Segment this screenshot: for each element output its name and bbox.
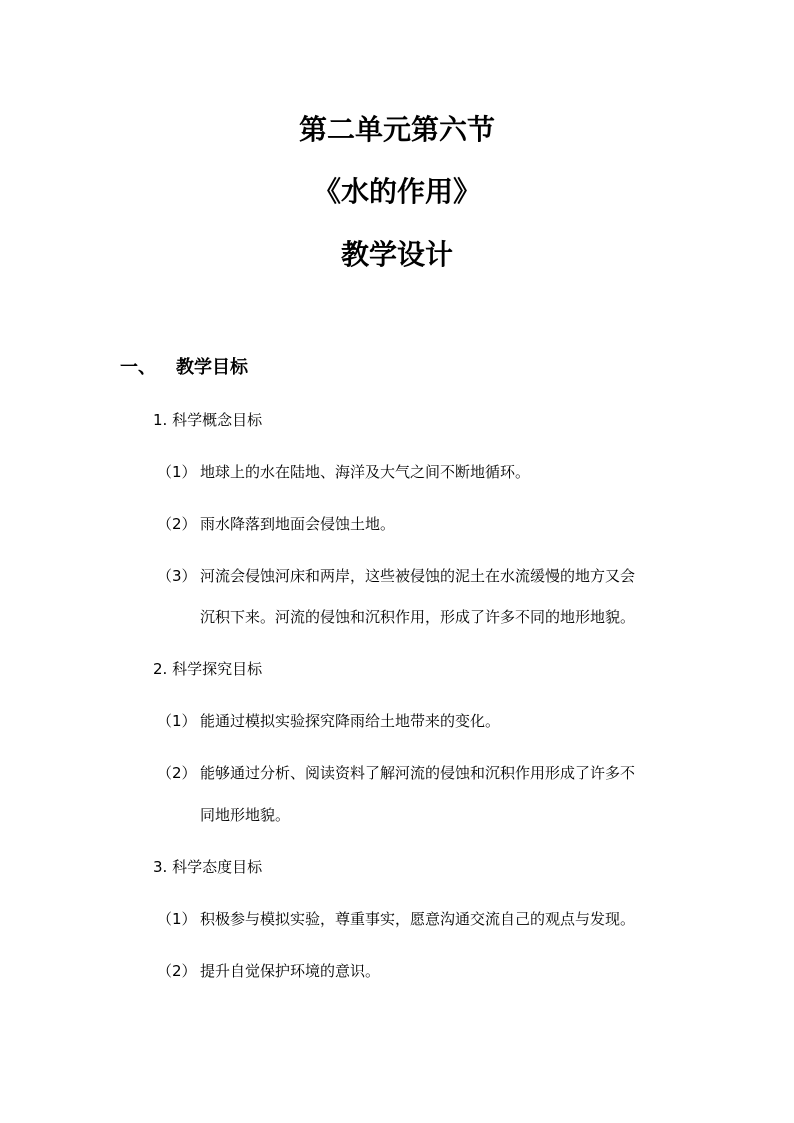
item-text: 能通过模拟实验探究降雨给土地带来的变化。 <box>200 712 501 730</box>
list-item <box>157 566 635 586</box>
subsection-concept-goals: 1. 科学概念目标 <box>153 411 263 429</box>
title-line-3: 教学设计 <box>340 238 453 271</box>
item-text: 河流会侵蚀河床和两岸，这些被侵蚀的泥土在水流缓慢的地方又会 <box>200 567 636 585</box>
item-text: 积极参与模拟实验，尊重事实，愿意沟通交流自己的观点与发现。 <box>200 910 636 928</box>
subsection-inquiry-goals: 2. 科学探究目标 <box>153 660 263 678</box>
section-title: 教学目标 <box>176 357 248 378</box>
item-marker: （1） <box>157 463 197 481</box>
item-text: 提升自觉保护环境的意识。 <box>200 962 381 980</box>
list-item <box>157 961 380 981</box>
subsection-attitude-goals: 3. 科学态度目标 <box>153 858 263 876</box>
item-marker: （1） <box>157 712 197 730</box>
item-marker: （1） <box>157 910 197 928</box>
title-line-1: 第二单元第六节 <box>298 113 495 146</box>
list-item <box>157 711 500 731</box>
list-item <box>157 763 635 783</box>
section-heading <box>120 356 248 380</box>
item-text: 能够通过分析、阅读资料了解河流的侵蚀和沉积作用形成了许多不 <box>200 764 636 782</box>
item-text-continued: 同地形地貌。 <box>200 806 291 824</box>
item-marker: （2） <box>157 515 197 533</box>
item-text: 雨水降落到地面会侵蚀土地。 <box>200 515 396 533</box>
title-line-2: 《水的作用》 <box>312 175 481 208</box>
item-marker: （3） <box>157 567 197 585</box>
list-item <box>157 909 635 929</box>
list-item <box>157 462 530 482</box>
item-marker: （2） <box>157 764 197 782</box>
item-text: 地球上的水在陆地、海洋及大气之间不断地循环。 <box>200 463 531 481</box>
section-number: 一、 <box>120 357 156 378</box>
item-marker: （2） <box>157 962 197 980</box>
item-text-continued: 沉积下来。河流的侵蚀和沉积作用，形成了许多不同的地形地貌。 <box>200 608 636 626</box>
list-item <box>157 514 395 534</box>
